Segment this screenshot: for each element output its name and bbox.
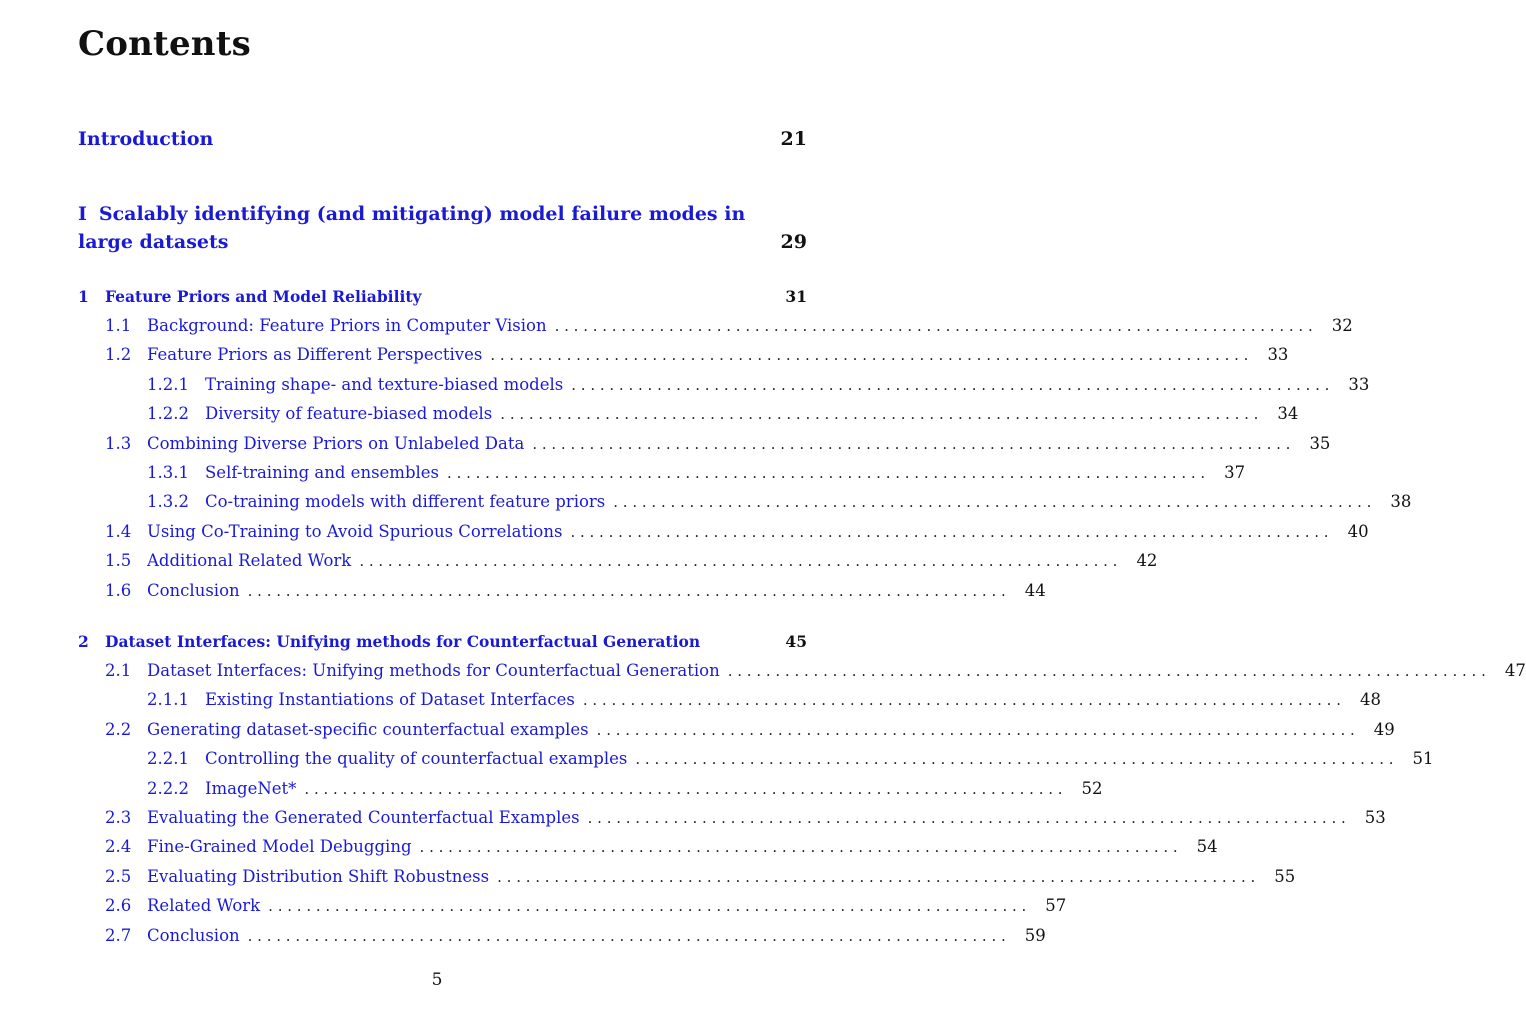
- chapter-1-title[interactable]: Feature Priors and Model Reliability: [105, 287, 422, 306]
- section-number: 1.2.2: [147, 404, 189, 424]
- dot-leader: . . . . . . . . . . . . . . . . . . . . . . . . . . . . . . . . . . . . . . . . . . . . . . . . . . . . . . . . . . . . . . . . . . . . . . . . . . . . . . . .: [582, 691, 1341, 710]
- toc-entry-chapter-2[interactable]: [78, 631, 807, 653]
- section-page-number: 37: [1224, 463, 1246, 482]
- part-1-number: I: [78, 203, 87, 225]
- section-page-number: 33: [1348, 374, 1370, 394]
- section-number: 2.2.1: [147, 749, 189, 769]
- section-page-number: 49: [1373, 719, 1395, 739]
- section-title-link[interactable]: Feature Priors as Different Perspectives: [147, 345, 483, 365]
- section-page-number: 53: [1364, 808, 1386, 827]
- section-title-link[interactable]: Related Work: [147, 896, 261, 916]
- section-title-link[interactable]: Using Co-Training to Avoid Spurious Correlations: [147, 521, 563, 541]
- page-number: 5: [431, 970, 443, 990]
- dot-leader: . . . . . . . . . . . . . . . . . . . . . . . . . . . . . . . . . . . . . . . . . . . . . . . . . . . . . . . . . . . . . . . . . . . . . . . . . . . . . . . .: [613, 493, 1372, 512]
- section-title-link[interactable]: Co-training models with different feature priors: [205, 492, 606, 512]
- section-page-number: 38: [1390, 492, 1412, 512]
- section-number: 1.4: [105, 521, 132, 541]
- toc-entry-2-2-1[interactable]: [147, 748, 1434, 770]
- section-title-link[interactable]: Generating dataset-specific counterfactual examples: [147, 719, 589, 739]
- section-number: 1.3: [105, 433, 132, 453]
- section-title-link[interactable]: Training shape- and texture-biased models: [205, 374, 564, 394]
- toc-entry-2-5[interactable]: [105, 866, 1296, 888]
- dot-leader: . . . . . . . . . . . . . . . . . . . . . . . . . . . . . . . . . . . . . . . . . . . . . . . . . . . . . . . . . . . . . . . . . . . . . . . . . . . . . . . .: [727, 662, 1486, 680]
- part-1-title: Scalably identifying (and mitigating) model failure modes in large datasets: [78, 203, 746, 253]
- section-number: 2.4: [105, 837, 132, 857]
- toc-entry-1-2-2[interactable]: [147, 403, 1299, 425]
- dot-leader: . . . . . . . . . . . . . . . . . . . . . . . . . . . . . . . . . . . . . . . . . . . . . . . . . . . . . . . . . . . . . . . . . . . . . . . . . . . . . . . .: [447, 464, 1206, 482]
- section-number: 2.7: [105, 925, 132, 945]
- toc-entry-2-4[interactable]: [105, 836, 1218, 858]
- section-number: 1.3.1: [147, 463, 189, 482]
- section-page-number: 42: [1136, 551, 1158, 571]
- section-title-link[interactable]: Dataset Interfaces: Unifying methods for Counterfactual Generation: [147, 661, 720, 680]
- toc-entry-1-4[interactable]: [105, 521, 1369, 543]
- section-number: 2.2.2: [147, 778, 189, 798]
- dot-leader: . . . . . . . . . . . . . . . . . . . . . . . . . . . . . . . . . . . . . . . . . . . . . . . . . . . . . . . . . . . . . . . . . . . . . . . . . . . . . . . .: [500, 405, 1259, 424]
- dot-leader: . . . . . . . . . . . . . . . . . . . . . . . . . . . . . . . . . . . . . . . . . . . . . . . . . . . . . . . . . . . . . . . . . . . . . . . . . . . . . . . .: [268, 897, 1027, 916]
- section-title-link[interactable]: Controlling the quality of counterfactual examples: [205, 749, 628, 769]
- chapter-2-page: 45: [785, 632, 807, 651]
- toc-entry-2-2-2[interactable]: [147, 778, 1103, 800]
- toc-entry-1-3-1[interactable]: [147, 462, 1246, 484]
- section-title-link[interactable]: Self-training and ensembles: [205, 463, 440, 482]
- section-number: 2.6: [105, 896, 132, 916]
- introduction-link[interactable]: Introduction: [78, 128, 214, 150]
- section-number: 1.2.1: [147, 374, 189, 394]
- introduction-page: 21: [780, 128, 807, 150]
- section-page-number: 34: [1277, 404, 1299, 424]
- dot-leader: . . . . . . . . . . . . . . . . . . . . . . . . . . . . . . . . . . . . . . . . . . . . . . . . . . . . . . . . . . . . . . . . . . . . . . . . . . . . . . . .: [304, 779, 1063, 798]
- part-1-page: 29: [780, 231, 807, 253]
- section-page-number: 40: [1347, 521, 1369, 541]
- part-1-link[interactable]: [78, 200, 807, 256]
- section-number: 2.5: [105, 866, 132, 886]
- section-number: 2.1: [105, 661, 132, 680]
- chapter-2-number: 2: [78, 632, 89, 651]
- section-page-number: 52: [1081, 778, 1103, 798]
- toc-entry-2-7[interactable]: [105, 925, 1046, 947]
- dot-leader: . . . . . . . . . . . . . . . . . . . . . . . . . . . . . . . . . . . . . . . . . . . . . . . . . . . . . . . . . . . . . . . . . . . . . . . . . . . . . . . .: [596, 720, 1355, 739]
- section-page-number: 59: [1024, 925, 1046, 945]
- dot-leader: . . . . . . . . . . . . . . . . . . . . . . . . . . . . . . . . . . . . . . . . . . . . . . . . . . . . . . . . . . . . . . . . . . . . . . . . . . . . . . . .: [419, 838, 1178, 857]
- section-number: 1.5: [105, 551, 132, 571]
- toc-entry-part-1[interactable]: [78, 200, 807, 256]
- toc-entry-2-6[interactable]: [105, 895, 1067, 917]
- toc-entry-1-2-1[interactable]: [147, 374, 1370, 396]
- dot-leader: . . . . . . . . . . . . . . . . . . . . . . . . . . . . . . . . . . . . . . . . . . . . . . . . . . . . . . . . . . . . . . . . . . . . . . . . . . . . . . . .: [497, 867, 1256, 886]
- toc-entry-1-1[interactable]: [105, 315, 1353, 337]
- section-number: 2.2: [105, 719, 132, 739]
- section-title-link[interactable]: Existing Instantiations of Dataset Interfaces: [205, 690, 575, 710]
- dot-leader: . . . . . . . . . . . . . . . . . . . . . . . . . . . . . . . . . . . . . . . . . . . . . . . . . . . . . . . . . . . . . . . . . . . . . . . . . . . . . . . .: [571, 375, 1330, 394]
- section-number: 1.3.2: [147, 492, 189, 512]
- toc-entry-1-3-2[interactable]: [147, 491, 1412, 513]
- section-title-link[interactable]: ImageNet*: [205, 778, 297, 798]
- section-title-link[interactable]: Conclusion: [147, 580, 240, 600]
- section-page-number: 54: [1196, 837, 1218, 857]
- section-page-number: 32: [1331, 316, 1353, 335]
- section-page-number: 57: [1045, 896, 1067, 916]
- dot-leader: . . . . . . . . . . . . . . . . . . . . . . . . . . . . . . . . . . . . . . . . . . . . . . . . . . . . . . . . . . . . . . . . . . . . . . . . . . . . . . . .: [359, 552, 1118, 571]
- toc-entry-1-3[interactable]: [105, 433, 1331, 455]
- section-title-link[interactable]: Conclusion: [147, 925, 240, 945]
- section-title-link[interactable]: Additional Related Work: [147, 551, 352, 571]
- dot-leader: . . . . . . . . . . . . . . . . . . . . . . . . . . . . . . . . . . . . . . . . . . . . . . . . . . . . . . . . . . . . . . . . . . . . . . . . . . . . . . . .: [587, 809, 1346, 827]
- dot-leader: . . . . . . . . . . . . . . . . . . . . . . . . . . . . . . . . . . . . . . . . . . . . . . . . . . . . . . . . . . . . . . . . . . . . . . . . . . . . . . . .: [554, 317, 1313, 335]
- section-title-link[interactable]: Evaluating Distribution Shift Robustness: [147, 866, 490, 886]
- chapter-2-title[interactable]: Dataset Interfaces: Unifying methods for Counterfactual Generation: [105, 632, 701, 651]
- toc-entry-2-1-1[interactable]: [147, 689, 1381, 711]
- dot-leader: . . . . . . . . . . . . . . . . . . . . . . . . . . . . . . . . . . . . . . . . . . . . . . . . . . . . . . . . . . . . . . . . . . . . . . . . . . . . . . . .: [247, 581, 1006, 600]
- section-page-number: 44: [1024, 580, 1046, 600]
- chapter-1-page: 31: [785, 287, 807, 306]
- section-page-number: 55: [1274, 866, 1296, 886]
- dot-leader: . . . . . . . . . . . . . . . . . . . . . . . . . . . . . . . . . . . . . . . . . . . . . . . . . . . . . . . . . . . . . . . . . . . . . . . . . . . . . . . .: [490, 346, 1249, 365]
- section-title-link[interactable]: Combining Diverse Priors on Unlabeled Data: [147, 433, 525, 453]
- section-number: 1.2: [105, 345, 132, 365]
- dot-leader: . . . . . . . . . . . . . . . . . . . . . . . . . . . . . . . . . . . . . . . . . . . . . . . . . . . . . . . . . . . . . . . . . . . . . . . . . . . . . . . .: [532, 434, 1291, 453]
- toc-entry-2-2[interactable]: [105, 719, 1395, 741]
- section-page-number: 48: [1359, 690, 1381, 710]
- section-page-number: 35: [1309, 433, 1331, 453]
- section-title-link[interactable]: Background: Feature Priors in Computer Vision: [147, 316, 547, 335]
- toc-entry-2-1[interactable]: [105, 660, 1526, 682]
- section-title-link[interactable]: Diversity of feature-biased models: [205, 404, 493, 424]
- toc-entry-1-5[interactable]: [105, 550, 1158, 572]
- dot-leader: . . . . . . . . . . . . . . . . . . . . . . . . . . . . . . . . . . . . . . . . . . . . . . . . . . . . . . . . . . . . . . . . . . . . . . . . . . . . . . . .: [635, 750, 1394, 769]
- section-number: 2.1.1: [147, 690, 189, 710]
- page-title: Contents: [78, 24, 251, 64]
- section-page-number: 51: [1412, 749, 1434, 769]
- toc-entry-2-3[interactable]: [105, 807, 1386, 829]
- toc-entry-chapter-1[interactable]: [78, 286, 807, 308]
- toc-entry-introduction[interactable]: [78, 125, 807, 153]
- chapter-1-number: 1: [78, 287, 89, 306]
- section-number: 1.6: [105, 580, 132, 600]
- section-number: 1.1: [105, 316, 132, 335]
- section-page-number: 47: [1504, 661, 1526, 680]
- dot-leader: . . . . . . . . . . . . . . . . . . . . . . . . . . . . . . . . . . . . . . . . . . . . . . . . . . . . . . . . . . . . . . . . . . . . . . . . . . . . . . . .: [570, 522, 1329, 541]
- section-title-link[interactable]: Fine-Grained Model Debugging: [147, 837, 412, 857]
- dot-leader: . . . . . . . . . . . . . . . . . . . . . . . . . . . . . . . . . . . . . . . . . . . . . . . . . . . . . . . . . . . . . . . . . . . . . . . . . . . . . . . .: [247, 926, 1006, 945]
- toc-entry-1-2[interactable]: [105, 344, 1289, 366]
- toc-entry-1-6[interactable]: [105, 580, 1046, 602]
- section-number: 2.3: [105, 808, 132, 827]
- section-title-link[interactable]: Evaluating the Generated Counterfactual Examples: [147, 808, 580, 827]
- section-page-number: 33: [1267, 345, 1289, 365]
